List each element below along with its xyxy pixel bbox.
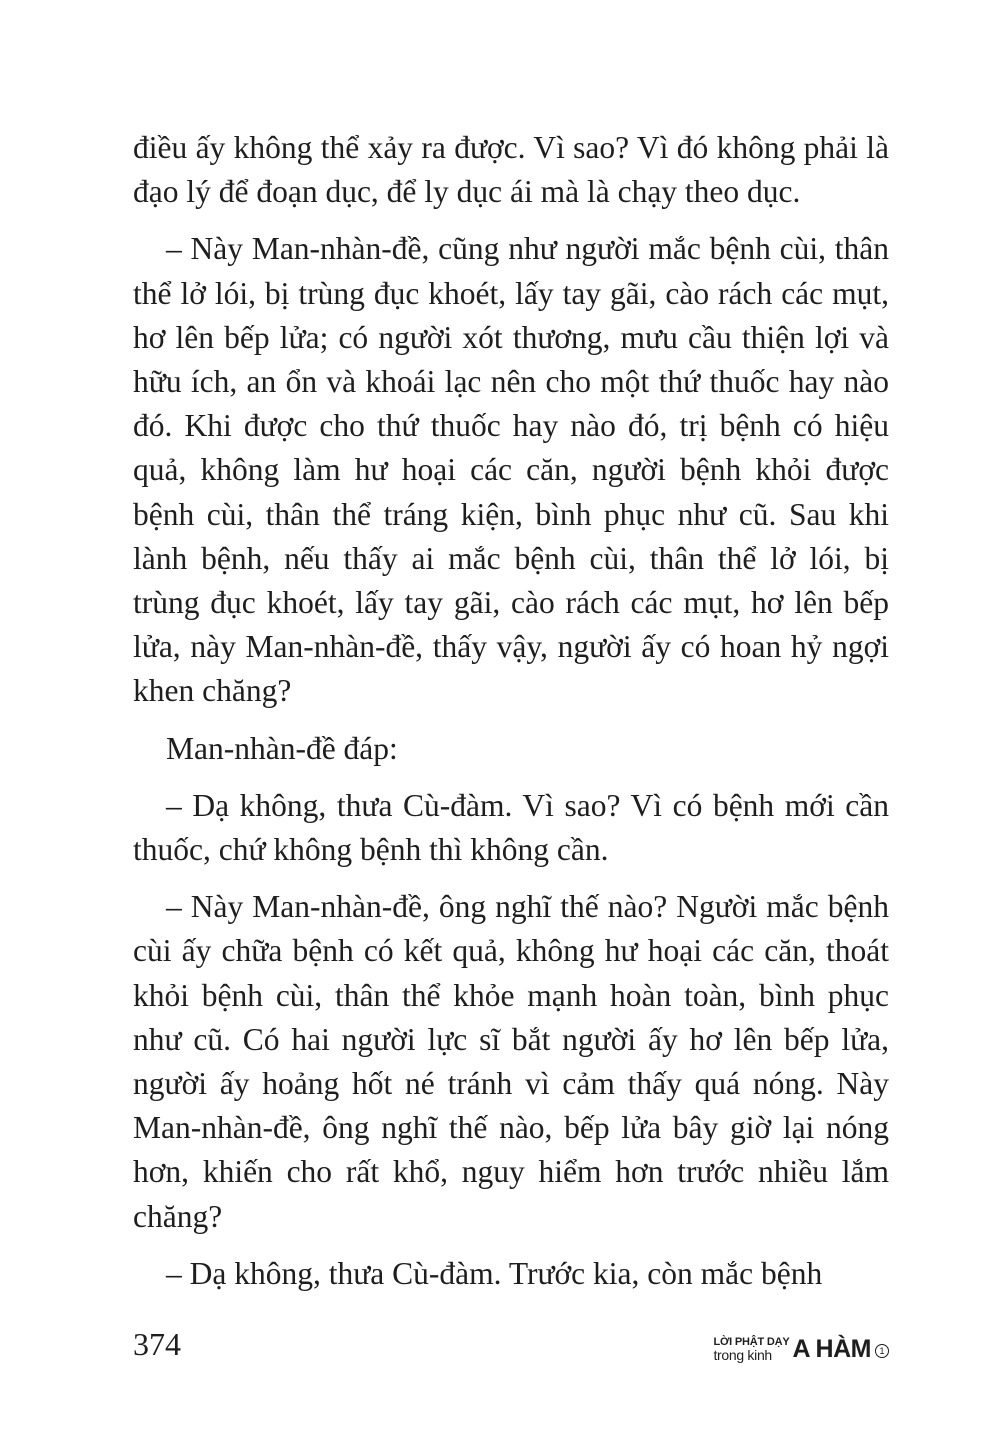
paragraph: – Này Man-nhàn-đề, cũng như người mắc bệnh cùi, thân thể lở lói, bị trùng đục khoét, lấy tay gãi, cào rách các mụt, hơ lên bếp lửa; có người xót thương, mưu cầu thiện lợi và hữu ích, an ổn và khoái lạc nên cho một thứ thuốc hay nào đó. Khi được cho thứ thuốc hay nào đó, trị bệnh có hiệu quả, không làm hư hoại các căn, người bệnh khỏi được bệnh cùi, thân thể tráng kiện, bình phục như cũ. Sau khi lành bệnh, nếu thấy ai mắc bệnh cùi, thân thể lở lói, bị trùng đục khoét, lấy tay gãi, cào rách các mụt, hơ lên bếp lửa, này Man-nhàn-đề, thấy vậy, người ấy có hoan hỷ ngợi khen chăng? [133, 231, 889, 709]
series-logo-subtitle [713, 1337, 789, 1362]
paragraph: – Dạ không, thưa Cù-đàm. Trước kia, còn mắc bệnh [166, 1255, 823, 1291]
page-number: 374 [133, 1326, 181, 1362]
paragraph: – Dạ không, thưa Cù-đàm. Vì sao? Vì có bệnh mới cần thuốc, chứ không bệnh thì không cần. [133, 787, 889, 868]
page-footer [133, 1318, 889, 1366]
series-logo-line1: LỜI PHẬT DẠY [713, 1336, 790, 1348]
series-logo-line2: trong kinh [713, 1347, 772, 1363]
volume-number-badge: 1 [875, 1344, 889, 1358]
series-logo [713, 1326, 889, 1362]
series-logo-title: A HÀM [792, 1335, 871, 1363]
page-body [133, 126, 889, 1309]
paragraph: Man-nhàn-đề đáp: [166, 730, 398, 766]
paragraph: điều ấy không thể xảy ra được. Vì sao? Vì đó không phải là đạo lý để đoạn dục, để ly dục ái mà là chạy theo dục. [133, 130, 889, 210]
paragraph: – Này Man-nhàn-đề, ông nghĩ thế nào? Người mắc bệnh cùi ấy chữa bệnh có kết quả, không hư hoại các căn, thoát khỏi bệnh cùi, thân thể khỏe mạnh hoàn toàn, bình phục như cũ. Có hai người lực sĩ bắt người ấy hơ lên bếp lửa, người ấy hoảng hốt né tránh vì cảm thấy quá nóng. Này Man-nhàn-đề, ông nghĩ thế nào, bếp lửa bây giờ lại nóng hơn, khiến cho rất khổ, nguy hiểm hơn trước nhiều lắm chăng? [133, 889, 889, 1234]
